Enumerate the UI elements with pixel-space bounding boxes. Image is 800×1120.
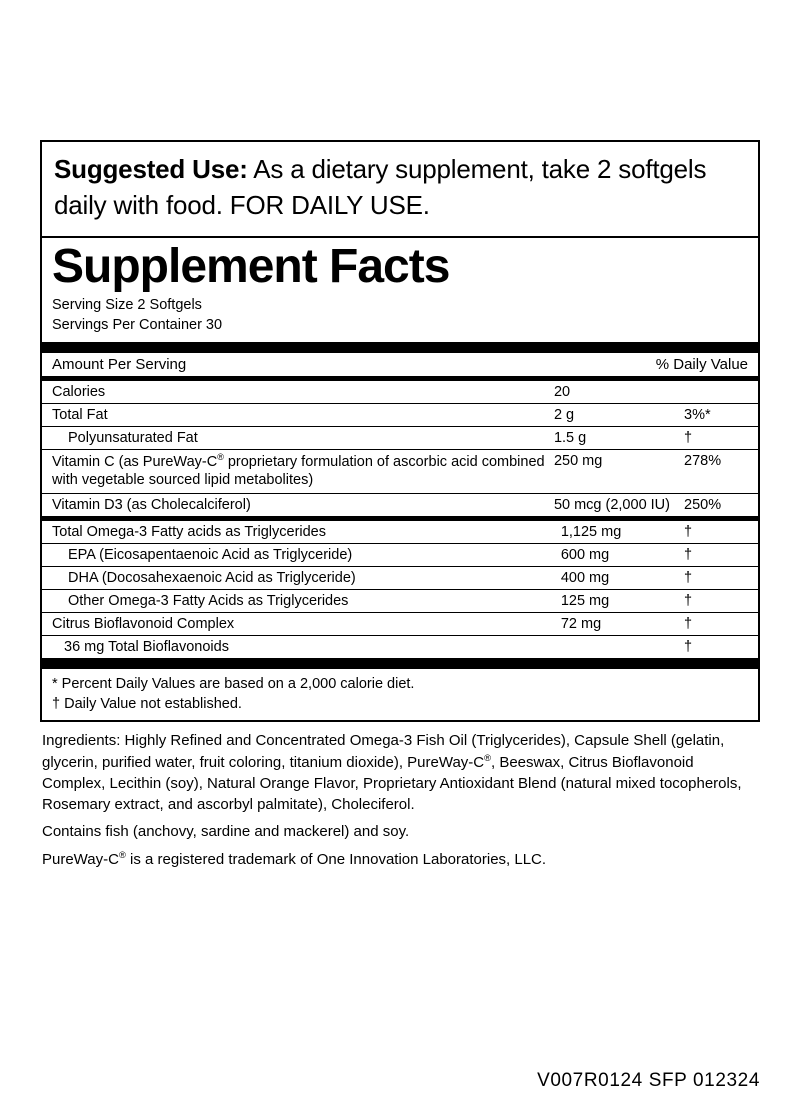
table-row (42, 590, 758, 613)
servings-per-container: Servings Per Container 30 (52, 316, 223, 333)
table-row (42, 426, 758, 449)
row-amount: 1,125 mg (560, 524, 622, 541)
ingredients-section (40, 722, 760, 870)
table-row (42, 636, 758, 659)
row-amount: 250 mg (554, 449, 684, 494)
row-daily-value: 3%* (684, 403, 758, 426)
row-amount: 400 mg (561, 567, 684, 590)
row-amount: 1.5 g (554, 426, 684, 449)
supplement-label-document (40, 140, 760, 870)
table-row (42, 521, 758, 544)
row-amount: 50 mcg (2,000 IU) (554, 494, 684, 517)
table-row (42, 381, 758, 404)
table-row (42, 403, 758, 426)
row-daily-value: 278% (684, 449, 758, 494)
suggested-use-box (40, 140, 760, 238)
row-amount: 72 mg (561, 613, 684, 636)
table-row (42, 449, 758, 494)
footnote-dv-not-established: † Daily Value not established. (52, 696, 242, 713)
allergen-statement: Contains fish (anchovy, sardine and mackerel) and soy. (42, 823, 410, 841)
serving-size: Serving Size 2 Softgels (52, 297, 202, 314)
row-daily-value: † (684, 567, 758, 590)
table-row (42, 494, 758, 517)
supplement-facts-panel (40, 238, 760, 723)
row-name: Other Omega-3 Fatty Acids as Triglycerides (42, 590, 561, 613)
row-name: Polyunsaturated Fat (42, 426, 554, 449)
row-name: Vitamin D3 (as Cholecalciferol) (42, 494, 554, 517)
table-row (42, 544, 758, 567)
row-amount: 20 (553, 383, 571, 400)
row-name: Vitamin C (as PureWay-C® proprietary formulation of ascorbic acid combined with vegetable sourced lipid metabolites) (42, 449, 554, 494)
amount-per-serving-header: Amount Per Serving (52, 355, 187, 373)
row-daily-value: 250% (684, 494, 758, 517)
row-daily-value: † (684, 524, 693, 541)
daily-value-header: % Daily Value (655, 355, 748, 373)
suggested-use-body: As a dietary supplement, take 2 softgels daily with food. FOR DAILY USE. (54, 154, 707, 220)
row-name: 36 mg Total Bioflavonoids (42, 636, 561, 659)
row-daily-value: † (684, 636, 758, 659)
row-daily-value: † (684, 544, 758, 567)
ingredients-list: Ingredients: Highly Refined and Concentrated Omega-3 Fish Oil (Triglycerides), Capsule Shell (gelatin, glycerin, purified water, fruit coloring, titanium dioxide), PureWay-C®, Beeswax, Citrus Bioflavonoid Complex, Lecithin (soy), Natural Orange Flavor, Proprietary Antioxidant Blend (natural mixed tocopherols, Rosemary extract, and ascorbyl palmitate), Choleciferol. (42, 732, 742, 814)
divider-thick-bottom (42, 658, 758, 669)
footnotes (42, 669, 758, 720)
nutrition-rows-top (42, 381, 758, 517)
suggested-use-text (54, 152, 746, 224)
document-code: V007R0124 SFP 012324 (537, 1070, 760, 1091)
row-daily-value (684, 381, 758, 404)
row-amount: 600 mg (561, 544, 684, 567)
footnote-daily-value-basis: * Percent Daily Values are based on a 2,000 calorie diet. (52, 676, 415, 693)
row-name: DHA (Docosahexaenoic Acid as Triglyceride) (42, 567, 561, 590)
row-name: Total Fat (42, 403, 554, 426)
row-daily-value: † (684, 590, 758, 613)
table-row (42, 613, 758, 636)
row-name: Calories (52, 383, 106, 400)
nutrition-rows-bottom (42, 521, 758, 658)
row-amount: 125 mg (561, 590, 684, 613)
row-amount: 2 g (554, 403, 684, 426)
table-row (42, 567, 758, 590)
row-daily-value: † (684, 426, 758, 449)
trademark-notice: PureWay-C® is a registered trademark of One Innovation Laboratories, LLC. (42, 849, 547, 868)
supplement-facts-title: Supplement Facts (52, 239, 450, 293)
table-header-row (42, 353, 758, 376)
suggested-use-label: Suggested Use: (54, 154, 248, 184)
nutrition-table (42, 353, 758, 376)
row-name: Total Omega-3 Fatty acids as Triglycerides (52, 524, 326, 541)
row-amount (561, 636, 684, 659)
row-daily-value: † (684, 613, 758, 636)
row-name: Citrus Bioflavonoid Complex (42, 613, 561, 636)
row-name: EPA (Eicosapentaenoic Acid as Triglyceride) (42, 544, 561, 567)
serving-info (42, 292, 758, 341)
divider-thick-top (42, 342, 758, 353)
